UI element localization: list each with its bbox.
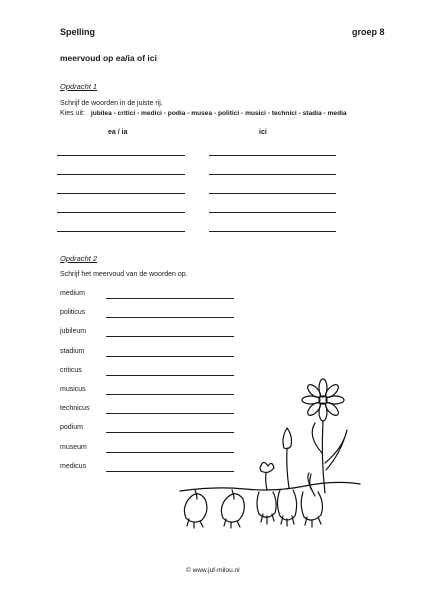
word-label: technicus [60, 405, 90, 413]
word-label: museum [60, 443, 87, 451]
answer-line-ea-ia-1 [57, 155, 185, 156]
worksheet-title: Spelling [60, 27, 96, 37]
word-label: politicus [60, 309, 86, 317]
word-label: medicus [60, 462, 87, 470]
task2-heading: Opdracht 2 [60, 254, 98, 263]
copyright-footer: © www.juf-milou.nl [186, 567, 240, 574]
word-label: criticus [60, 366, 82, 374]
word-label: podium [60, 424, 83, 432]
answer-line-ici-1 [209, 155, 336, 156]
choose-label: Kies uit: [60, 110, 85, 117]
word-answer-line [106, 375, 234, 376]
word-label: jubileum [60, 328, 87, 336]
word-answer-line [106, 298, 234, 299]
task1-heading: Opdracht 1 [60, 82, 98, 91]
worksheet-subtitle: meervoud op ea/ia of ici [60, 53, 157, 63]
word-answer-line [106, 317, 234, 318]
word-answer-line [106, 336, 234, 337]
answer-line-ici-5 [209, 231, 336, 232]
choices-list: jubilea - critici - medici - podia - musea - politici - musici - technici - stadia - media [90, 110, 347, 117]
answer-line-ici-3 [209, 193, 336, 194]
answer-line-ici-4 [209, 212, 336, 213]
task2-instruction: Schrijf het meervoud van de woorden op. [60, 271, 188, 278]
task1-choices-row [60, 110, 347, 117]
answer-line-ea-ia-2 [57, 174, 185, 175]
word-label: musicus [60, 386, 86, 393]
word-label: stadium [60, 347, 85, 355]
grade-label: groep 8 [352, 27, 385, 37]
answer-line-ea-ia-4 [57, 212, 185, 213]
answer-line-ea-ia-5 [57, 231, 185, 232]
flower-bulbs-illustration [175, 378, 370, 538]
column-header-ea-ia: ea / ia [108, 129, 128, 136]
answer-line-ea-ia-3 [57, 193, 185, 194]
column-header-ici: ici [259, 129, 267, 136]
word-label: medium [60, 290, 85, 297]
answer-line-ici-2 [209, 174, 336, 175]
task1-instruction: Schrijf de woorden in de juiste rij. [60, 100, 163, 107]
word-answer-line [106, 356, 234, 357]
